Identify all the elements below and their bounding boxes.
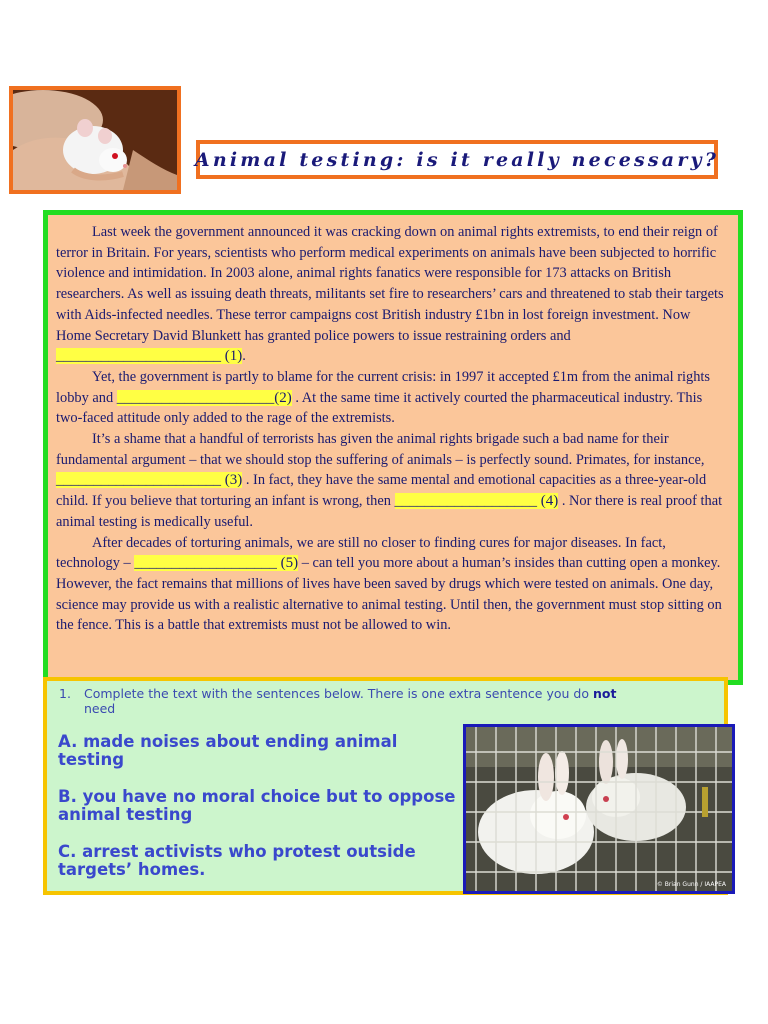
title-box: [196, 140, 718, 179]
mouse-photo: [9, 86, 181, 194]
blank-3: ______________________ (3): [56, 472, 243, 489]
exercise-number: 1.: [59, 686, 71, 701]
blank-1: ______________________ (1): [56, 348, 243, 365]
paragraph-mid: . In fact, they have the same mental and emotional capacities as a three-year-old child. If you believe that torturing an infant is wrong, then: [56, 472, 707, 510]
paragraph-end: – can tell you more about a human’s insides than cutting open a monkey. However, the fact remains that millions of lives have been saved by drugs which were tested on animals. One day, science may provide us with a realistic alternative to animal testing. Until then, the government must stop sitting on the fence. This is a battle that extremists must not be allowed to win.: [56, 555, 722, 634]
paragraph-end: . At the same time it actively courted the pharmaceutical industry. This two-faced attitude only added to the rage of the extremists.: [56, 389, 703, 427]
article-paragraph-3: [56, 429, 728, 533]
paragraph-text: It’s a shame that a handful of terrorists has given the animal rights brigade such a bad name for their fundamental argument – that we should stop the suffering of animals – is perfectly sound. Primates, for instance,: [56, 431, 705, 468]
option-a: A. made noises about ending animal testing: [58, 732, 398, 769]
article-paragraph-2: [56, 367, 728, 429]
option-b: B. you have no moral choice but to oppose animal testing: [58, 787, 456, 824]
paragraph-text: Yet, the government is partly to blame for the current crisis: in 1997 it accepted £1m from the animal rights lobby and: [56, 368, 710, 406]
blank-2: _____________________(2): [116, 389, 292, 406]
rabbits-illustration: [466, 727, 732, 891]
article-paragraph-4: [56, 533, 728, 637]
rabbits-photo: [463, 724, 735, 894]
article-paragraph-1: [56, 222, 728, 367]
paragraph-text: Last week the government announced it was cracking down on animal rights extremists, to end their reign of terror in Britain. For years, scientists who perform medical experiments on animals have been subjected to horrific violence and intimidation. In 2003 alone, animal rights fanatics were responsible for 173 attacks on British researchers. As well as issuing death threats, militants set fire to researchers’ cars and threatened to stab their targets with Aids-infected needles. These terror campaigns cost British industry £1bn in lost foreign investment. Now Home Secretary David Blunkett has granted police powers to issue restraining orders and: [56, 224, 724, 344]
instruction-continuation: need: [84, 701, 116, 716]
option-c: C. arrest activists who protest outside targets’ homes.: [58, 842, 416, 879]
instruction-text: Complete the text with the sentences below. There is one extra sentence you do: [84, 686, 593, 701]
blank-4: ___________________ (4): [394, 493, 559, 510]
photo-credit: © Brian Gunn / IAAPEA: [656, 881, 726, 888]
blank-5: ___________________ (5): [134, 555, 299, 572]
article-text-box: [43, 210, 743, 685]
paragraph-end: .: [242, 348, 246, 365]
mouse-illustration: [13, 90, 177, 190]
paragraph-end: . Nor there is real proof that animal testing is medically useful.: [56, 493, 723, 530]
instruction-emphasis: not: [592, 686, 617, 701]
page-title: Animal testing: is it really necessary?: [194, 148, 720, 171]
paragraph-text: After decades of torturing animals, we are still no closer to finding cures for major diseases. In fact, technology –: [56, 534, 666, 572]
exercise-instruction: [59, 686, 704, 716]
